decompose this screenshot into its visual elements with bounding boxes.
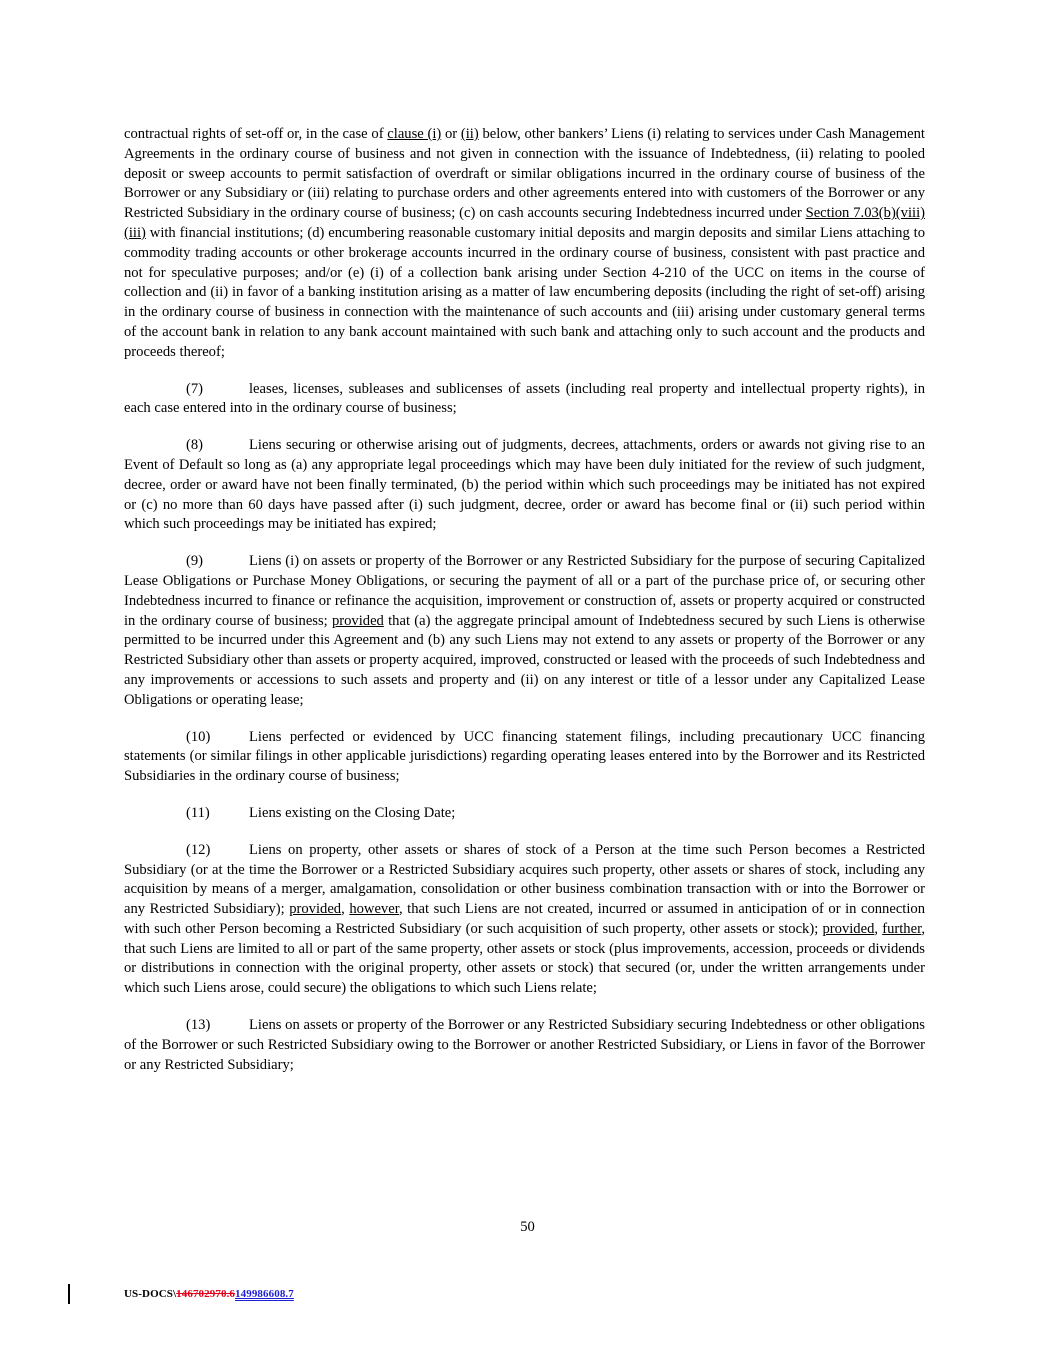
clause-number: (7) [186, 380, 204, 397]
clause-text: Liens on assets or property of the Borrower or any Restricted Subsidiary securing Indebtedness or other obligations of the Borrower or such Restricted Subsidiary owing to the Borrower or another Restricted Subsidiary, or Liens in favor of the Borrower or any Restricted Subsidiary; [124, 1017, 925, 1073]
further-term: further [882, 920, 922, 937]
clause-text: Liens securing or otherwise arising out of judgments, decrees, attachments, orders or awards not giving rise to an Event of Default so long as (a) any appropriate legal proceedings which may have been duly initiated for the review of such judgment, decree, order or award have not been finally terminated, (b) the period within which such proceedings may be initiated has not expired or (c) no more than 60 days have passed after (i) such judgment, decree, order or award has become final or (ii) such period within which such proceedings may be initiated has expired; [124, 437, 925, 533]
clause-number: (8) [186, 437, 204, 454]
clause-9: (9) Liens (i) on assets or property of the Borrower or any Restricted Subsidiary for the purpose of securing Capitalized Lease Obligations or Purchase Money Obligations, or securing the payment of all or a part of the purchase price of, or securing other Indebtedness incurred to finance or refinance the acquisition, improvement or construction of, assets or property acquired or constructed in the ordinary course of business; provided that (a) the aggregate principal amount of Indebtedness secured by such Liens is otherwise permitted to be incurred under this Agreement and (b) any such Liens may not extend to any assets or property of the Borrower or any Restricted Subsidiary other than assets or property acquired, improved, constructed or leased with the proceeds of such Indebtedness and any improvements or accessions to such assets and property and (ii) on any interest or title of a lessor under any Capitalized Lease Obligations or operating lease; [124, 553, 925, 708]
provided-term: provided [822, 920, 875, 937]
clause-number: (9) [186, 553, 204, 570]
document-id-footer [124, 1288, 294, 1300]
clause-text: Liens perfected or evidenced by UCC financing statement filings, including precautionary UCC financing statements (or similar filings in other applicable jurisdictions) regarding operating leases entered into by the Borrower and its Restricted Subsidiaries in the ordinary course of business; [124, 728, 925, 785]
clause-10 [124, 728, 925, 787]
clause-number: (12) [186, 841, 211, 858]
deleted-doc-number: 146702970.6 [176, 1288, 236, 1300]
clause-number: (11) [186, 804, 210, 821]
clause-13 [124, 1016, 925, 1075]
clause-ii-reference: (ii) [460, 126, 479, 142]
clause-12: (12) Liens on property, other assets or shares of stock of a Person at the time such Person becomes a Restricted Subsidiary (or at the time the Borrower or a Restricted Subsidiary acquires such property, other assets or shares of stock, including any acquisition by means of a merger, amalgamation, consolidation or other business combination transaction with or into the Borrower or any Restricted Subsidiary); provided, however, that such Liens are not created, incurred or assumed in anticipation of or in connection with such other Person becoming a Restricted Subsidiary (or such acquisition of such property, other assets or stock); provided, further, that such Liens are limited to all or part of the same property, other assets or stock (plus improvements, accession, proceeds or dividends or distributions in connection with the original property, other assets or stock) that secured (or, under the written arrangements under which such Liens arose, could secure) the obligations to which such Liens relate; [124, 841, 926, 997]
section-reference: Section 7.03(b)(viii)(iii) [124, 205, 925, 241]
provided-term: provided [289, 901, 342, 918]
inserted-doc-number: 149986608.7 [235, 1288, 294, 1300]
clause-text: Liens existing on the Closing Date; [249, 804, 456, 821]
clause-number: (10) [186, 728, 211, 745]
provided-term: provided [331, 612, 384, 629]
doc-id-prefix: US-DOCS\ [124, 1288, 177, 1300]
clause-text: leases, licenses, subleases and sublicenses of assets (including real property and intellectual property rights), in each case entered into in the ordinary course of business; [124, 380, 925, 417]
change-bar [68, 1284, 70, 1304]
however-term: however [349, 901, 399, 918]
clause-7 [124, 380, 925, 420]
clause-8 [124, 436, 925, 535]
clause-number: (13) [186, 1017, 211, 1034]
clause-11 [124, 804, 925, 824]
continuation-paragraph: contractual rights of set-off or, in the case of clause (i) or (ii) below, other bankers’ Liens (i) relating to services under Cash Management Agreements in the ordinary course of business and not given in connection with the issuance of Indebtedness, (ii) relating to pooled deposit or sweep accounts to permit satisfaction of overdraft or similar obligations incurred in the ordinary course of business of the Borrower or any Subsidiary or (iii) relating to purchase orders and other agreements entered into with customers of the Borrower or any Restricted Subsidiary in the ordinary course of business; (c) on cash accounts securing Indebtedness incurred under Section 7.03(b)(viii)(iii) with financial institutions; (d) encumbering reasonable customary initial deposits and margin deposits and similar Liens attaching to commodity trading accounts or other brokerage accounts incurred in the ordinary course of business, consistent with past practice and not for speculative purposes; and/or (e) (i) of a collection bank arising under Section 4-210 of the UCC on items in the course of collection and (ii) in favor of a banking institution arising as a matter of law encumbering deposits (including the right of set-off) arising in the ordinary course of business in connection with the maintenance of such accounts and (iii) arising under customary general terms of the account bank in relation to any bank account maintained with such bank and attaching only to such account and the products and proceeds thereof; [124, 126, 925, 360]
clause-i-reference: clause (i) [387, 126, 442, 142]
page-number: 50 [520, 1219, 535, 1235]
body-text [124, 125, 925, 1092]
